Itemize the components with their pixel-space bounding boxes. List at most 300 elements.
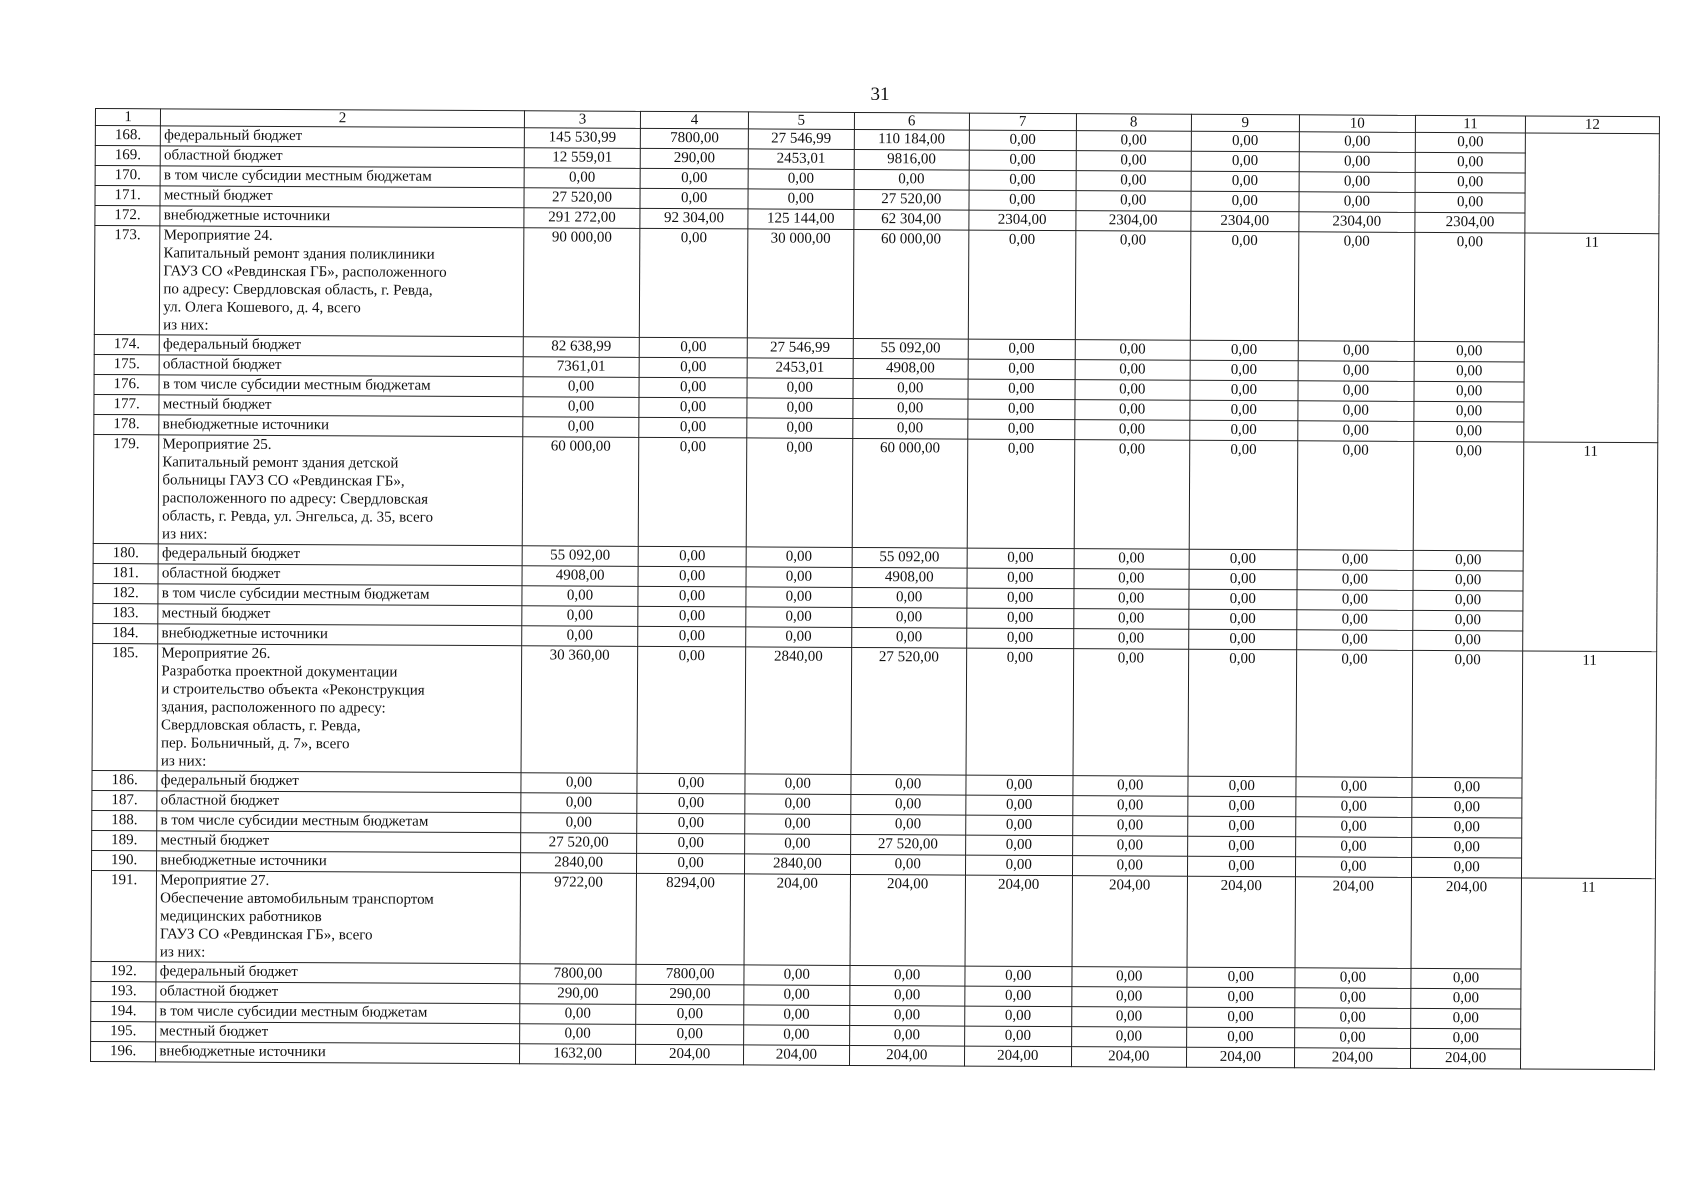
column-12-cell: 11 bbox=[1522, 651, 1657, 879]
value-cell: 0,00 bbox=[968, 419, 1075, 440]
row-number: 185. bbox=[92, 643, 158, 770]
row-number: 189. bbox=[92, 830, 157, 850]
value-cell: 2304,00 bbox=[1075, 211, 1190, 232]
column-header: 10 bbox=[1299, 115, 1416, 133]
value-cell: 0,00 bbox=[1412, 857, 1522, 878]
measure-description bbox=[160, 226, 524, 337]
row-label: областной бюджет bbox=[160, 146, 524, 168]
measure-line: здания, расположенного по адресу: bbox=[161, 699, 386, 717]
row-number: 194. bbox=[91, 1001, 156, 1021]
value-cell: 0,00 bbox=[639, 357, 747, 378]
value-cell: 0,00 bbox=[746, 607, 852, 628]
measure-line: Капитальный ремонт здания детской bbox=[162, 454, 399, 472]
value-cell: 0,00 bbox=[1187, 967, 1295, 988]
row-label: областной бюджет bbox=[157, 791, 521, 813]
column-12-cell bbox=[1525, 133, 1659, 234]
row-label: внебюджетные источники bbox=[159, 415, 523, 437]
row-number: 190. bbox=[92, 850, 157, 870]
row-label: внебюджетные источники bbox=[157, 851, 521, 873]
value-cell: 90 000,00 bbox=[523, 228, 640, 338]
value-cell: 7800,00 bbox=[520, 964, 637, 985]
value-cell: 0,00 bbox=[967, 568, 1074, 589]
value-cell: 0,00 bbox=[1076, 131, 1191, 152]
value-cell: 27 546,99 bbox=[748, 129, 854, 150]
value-cell: 0,00 bbox=[968, 399, 1075, 420]
value-cell: 0,00 bbox=[1297, 421, 1414, 442]
row-number: 184. bbox=[93, 623, 158, 643]
row-number: 172. bbox=[95, 206, 160, 226]
row-label: местный бюджет bbox=[160, 186, 524, 208]
value-cell: 0,00 bbox=[1072, 776, 1187, 797]
value-cell: 0,00 bbox=[1413, 550, 1523, 571]
row-label: в том числе субсидии местным бюджетам bbox=[157, 811, 521, 833]
value-cell: 0,00 bbox=[1412, 817, 1522, 838]
measure-line: Мероприятие 25. bbox=[162, 436, 272, 453]
value-cell: 0,00 bbox=[1190, 360, 1298, 381]
value-cell: 0,00 bbox=[637, 773, 745, 794]
value-cell: 0,00 bbox=[746, 587, 852, 608]
value-cell: 0,00 bbox=[965, 1026, 1072, 1047]
value-cell: 0,00 bbox=[851, 627, 966, 648]
value-cell: 0,00 bbox=[1411, 1028, 1521, 1049]
row-label: в том числе субсидии местным бюджетам bbox=[159, 375, 523, 397]
value-cell: 0,00 bbox=[746, 627, 852, 648]
value-cell: 0,00 bbox=[1071, 967, 1186, 988]
value-cell: 0,00 bbox=[1414, 401, 1524, 422]
column-header: 7 bbox=[969, 113, 1076, 131]
row-number: 191. bbox=[91, 870, 157, 961]
value-cell: 0,00 bbox=[965, 986, 1072, 1007]
value-cell: 0,00 bbox=[748, 169, 854, 190]
value-cell: 0,00 bbox=[636, 1004, 744, 1025]
value-cell: 0,00 bbox=[1188, 836, 1296, 857]
column-header: 11 bbox=[1416, 115, 1526, 133]
value-cell: 0,00 bbox=[1189, 629, 1297, 650]
value-cell: 0,00 bbox=[522, 626, 639, 647]
value-cell: 0,00 bbox=[968, 230, 1075, 340]
value-cell: 110 184,00 bbox=[854, 129, 969, 150]
value-cell: 0,00 bbox=[1414, 381, 1524, 402]
value-cell: 204,00 bbox=[1411, 1048, 1521, 1069]
column-header: 3 bbox=[524, 111, 641, 129]
value-cell: 0,00 bbox=[1190, 420, 1298, 441]
budget-table bbox=[90, 108, 1660, 1070]
value-cell: 30 000,00 bbox=[747, 229, 853, 339]
value-cell: 0,00 bbox=[640, 228, 748, 338]
value-cell: 0,00 bbox=[746, 547, 852, 568]
value-cell: 0,00 bbox=[965, 966, 1072, 987]
value-cell: 0,00 bbox=[850, 794, 965, 815]
value-cell: 145 530,99 bbox=[524, 128, 641, 149]
value-cell: 0,00 bbox=[965, 1006, 1072, 1027]
value-cell: 60 000,00 bbox=[853, 229, 969, 339]
value-cell: 0,00 bbox=[1296, 630, 1413, 651]
value-cell: 0,00 bbox=[1075, 380, 1190, 401]
row-label: областной бюджет bbox=[156, 982, 520, 1004]
value-cell: 0,00 bbox=[1296, 650, 1413, 778]
row-number: 188. bbox=[92, 810, 157, 830]
value-cell: 0,00 bbox=[1414, 341, 1524, 362]
row-number: 196. bbox=[91, 1041, 156, 1061]
value-cell: 2304,00 bbox=[969, 210, 1076, 231]
row-label: внебюджетные источники bbox=[158, 624, 522, 646]
row-number: 182. bbox=[93, 583, 158, 603]
value-cell: 0,00 bbox=[638, 566, 746, 587]
column-12-cell: 11 bbox=[1523, 442, 1658, 652]
value-cell: 0,00 bbox=[637, 853, 745, 874]
measure-line: Разработка проектной документации bbox=[161, 663, 398, 681]
value-cell: 0,00 bbox=[1415, 152, 1525, 173]
value-cell: 0,00 bbox=[1071, 1007, 1186, 1028]
measure-description bbox=[156, 871, 520, 964]
measure-line: из них: bbox=[162, 526, 208, 543]
value-cell: 0,00 bbox=[1075, 231, 1191, 341]
row-number: 176. bbox=[94, 374, 159, 394]
value-cell: 0,00 bbox=[638, 437, 746, 547]
value-cell: 0,00 bbox=[639, 417, 747, 438]
column-header: 4 bbox=[641, 111, 749, 129]
value-cell: 0,00 bbox=[851, 587, 966, 608]
row-number: 170. bbox=[95, 166, 160, 186]
value-cell: 0,00 bbox=[1188, 649, 1296, 777]
measure-line: Капитальный ремонт здания поликлиники bbox=[163, 245, 435, 263]
value-cell: 0,00 bbox=[1076, 171, 1191, 192]
value-cell: 2304,00 bbox=[1191, 211, 1299, 232]
row-number: 193. bbox=[91, 981, 156, 1001]
value-cell: 0,00 bbox=[1411, 1008, 1521, 1029]
value-cell: 0,00 bbox=[968, 339, 1075, 360]
measure-line: Обеспечение автомобильным транспортом bbox=[160, 890, 434, 908]
value-cell: 0,00 bbox=[1074, 549, 1189, 570]
value-cell: 0,00 bbox=[1073, 589, 1188, 610]
value-cell: 0,00 bbox=[1072, 856, 1187, 877]
table-body bbox=[91, 109, 1660, 1070]
value-cell: 0,00 bbox=[1413, 630, 1523, 651]
value-cell: 0,00 bbox=[849, 1025, 964, 1046]
value-cell: 0,00 bbox=[1191, 151, 1299, 172]
value-cell: 0,00 bbox=[1073, 609, 1188, 630]
value-cell: 0,00 bbox=[521, 813, 638, 834]
measure-line: медицинских работников bbox=[160, 908, 322, 926]
value-cell: 204,00 bbox=[850, 874, 966, 966]
value-cell: 0,00 bbox=[1298, 381, 1415, 402]
measure-line: область, г. Ревда, ул. Энгельса, д. 35, всего bbox=[162, 508, 434, 526]
value-cell: 0,00 bbox=[638, 626, 746, 647]
column-12-cell: 11 bbox=[1524, 233, 1659, 443]
value-cell: 92 304,00 bbox=[640, 208, 748, 229]
value-cell: 0,00 bbox=[1188, 816, 1296, 837]
column-header: 5 bbox=[748, 112, 854, 130]
value-cell: 0,00 bbox=[969, 130, 1076, 151]
value-cell: 0,00 bbox=[638, 546, 746, 567]
value-cell: 0,00 bbox=[745, 794, 851, 815]
value-cell: 0,00 bbox=[853, 378, 968, 399]
value-cell: 0,00 bbox=[1415, 132, 1525, 153]
row-label: в том числе субсидии местным бюджетам bbox=[158, 584, 522, 606]
value-cell: 0,00 bbox=[850, 814, 965, 835]
value-cell: 0,00 bbox=[1076, 191, 1191, 212]
measure-description bbox=[159, 435, 523, 546]
measure-row bbox=[94, 226, 1659, 343]
value-cell: 0,00 bbox=[1071, 1027, 1186, 1048]
row-number: 180. bbox=[93, 543, 158, 563]
measure-line: расположенного по адресу: Свердловская bbox=[162, 490, 429, 508]
row-label: местный бюджет bbox=[158, 604, 522, 626]
value-cell: 290,00 bbox=[636, 984, 744, 1005]
value-cell: 204,00 bbox=[636, 1044, 744, 1065]
measure-row bbox=[93, 434, 1658, 551]
value-cell: 0,00 bbox=[748, 189, 854, 210]
value-cell: 0,00 bbox=[637, 646, 745, 774]
measure-line: ул. Олега Кошевого, д. 4, всего bbox=[163, 299, 361, 317]
value-cell: 2840,00 bbox=[744, 854, 850, 875]
column-header: 9 bbox=[1191, 114, 1299, 132]
row-number: 186. bbox=[92, 770, 157, 790]
value-cell: 0,00 bbox=[1074, 569, 1189, 590]
value-cell: 204,00 bbox=[1071, 1047, 1186, 1068]
measure-line: ГАУЗ СО «Ревдинская ГБ», расположенного bbox=[163, 263, 447, 281]
value-cell: 0,00 bbox=[1191, 171, 1299, 192]
value-cell: 0,00 bbox=[1074, 400, 1189, 421]
row-number: 178. bbox=[94, 414, 159, 434]
value-cell: 4908,00 bbox=[522, 566, 639, 587]
value-cell: 0,00 bbox=[1187, 987, 1295, 1008]
value-cell: 0,00 bbox=[1414, 232, 1524, 342]
value-cell: 0,00 bbox=[849, 1005, 964, 1026]
value-cell: 0,00 bbox=[969, 170, 1076, 191]
value-cell: 27 546,99 bbox=[747, 338, 853, 359]
value-cell: 0,00 bbox=[524, 168, 641, 189]
value-cell: 0,00 bbox=[637, 833, 745, 854]
value-cell: 0,00 bbox=[1191, 191, 1299, 212]
value-cell: 291 272,00 bbox=[524, 208, 641, 229]
value-cell: 0,00 bbox=[1073, 649, 1189, 777]
row-label: федеральный бюджет bbox=[158, 544, 522, 566]
value-cell: 4908,00 bbox=[853, 358, 968, 379]
value-cell: 204,00 bbox=[965, 875, 1072, 967]
value-cell: 30 360,00 bbox=[521, 646, 638, 774]
value-cell: 2840,00 bbox=[520, 853, 637, 874]
row-label: федеральный бюджет bbox=[160, 335, 524, 357]
value-cell: 0,00 bbox=[1297, 441, 1414, 551]
value-cell: 0,00 bbox=[1415, 192, 1525, 213]
row-number: 183. bbox=[93, 603, 158, 623]
value-cell: 0,00 bbox=[965, 855, 1072, 876]
measure-line: из них: bbox=[159, 944, 206, 961]
value-cell: 0,00 bbox=[1295, 797, 1412, 818]
value-cell: 0,00 bbox=[968, 359, 1075, 380]
value-cell: 0,00 bbox=[1297, 590, 1414, 611]
value-cell: 0,00 bbox=[523, 417, 640, 438]
value-cell: 204,00 bbox=[1186, 1047, 1294, 1068]
measure-line: и строительство объекта «Реконструкция bbox=[161, 681, 425, 699]
value-cell: 0,00 bbox=[850, 774, 965, 795]
value-cell: 7361,01 bbox=[523, 357, 640, 378]
column-header: 2 bbox=[161, 109, 525, 128]
value-cell: 0,00 bbox=[1414, 421, 1524, 442]
value-cell: 0,00 bbox=[1412, 837, 1522, 858]
measure-row bbox=[92, 643, 1657, 778]
row-number: 171. bbox=[95, 186, 160, 206]
value-cell: 27 520,00 bbox=[520, 833, 637, 854]
row-number: 168. bbox=[95, 126, 160, 146]
value-cell: 0,00 bbox=[745, 834, 851, 855]
value-cell: 62 304,00 bbox=[853, 209, 968, 230]
row-number: 192. bbox=[91, 961, 156, 981]
measure-line: из них: bbox=[163, 317, 209, 334]
value-cell: 9722,00 bbox=[520, 873, 637, 965]
row-label: местный бюджет bbox=[159, 395, 523, 417]
value-cell: 0,00 bbox=[852, 398, 967, 419]
value-cell: 0,00 bbox=[1298, 341, 1415, 362]
value-cell: 204,00 bbox=[964, 1046, 1071, 1067]
row-number: 179. bbox=[93, 434, 159, 543]
row-label: областной бюджет bbox=[158, 564, 522, 586]
value-cell: 0,00 bbox=[1074, 420, 1189, 441]
value-cell: 0,00 bbox=[1294, 1008, 1411, 1029]
value-cell: 1632,00 bbox=[519, 1044, 636, 1065]
value-cell: 2840,00 bbox=[745, 647, 851, 775]
row-number: 169. bbox=[95, 146, 160, 166]
row-label: федеральный бюджет bbox=[161, 126, 525, 148]
value-cell: 0,00 bbox=[1190, 340, 1298, 361]
value-cell: 0,00 bbox=[521, 773, 638, 794]
measure-line: Свердловская область, г. Ревда, bbox=[161, 717, 361, 735]
value-cell: 0,00 bbox=[1190, 400, 1298, 421]
value-cell: 0,00 bbox=[1187, 1027, 1295, 1048]
value-cell: 0,00 bbox=[854, 169, 969, 190]
value-cell: 7800,00 bbox=[636, 964, 744, 985]
column-header: 6 bbox=[854, 112, 969, 130]
value-cell: 0,00 bbox=[1076, 151, 1191, 172]
value-cell: 0,00 bbox=[1299, 152, 1416, 173]
value-cell: 0,00 bbox=[640, 168, 748, 189]
value-cell: 0,00 bbox=[849, 985, 964, 1006]
value-cell: 0,00 bbox=[1189, 569, 1297, 590]
value-cell: 204,00 bbox=[849, 1045, 964, 1066]
value-cell: 0,00 bbox=[1189, 549, 1297, 570]
value-cell: 0,00 bbox=[1188, 796, 1296, 817]
value-cell: 204,00 bbox=[1411, 877, 1521, 969]
value-cell: 0,00 bbox=[1297, 550, 1414, 571]
value-cell: 55 092,00 bbox=[853, 338, 968, 359]
value-cell: 27 520,00 bbox=[524, 188, 641, 209]
column-header: 8 bbox=[1076, 114, 1191, 132]
value-cell: 0,00 bbox=[1295, 857, 1412, 878]
value-cell: 0,00 bbox=[637, 793, 745, 814]
value-cell: 0,00 bbox=[1190, 231, 1298, 341]
value-cell: 0,00 bbox=[966, 795, 1073, 816]
value-cell: 60 000,00 bbox=[852, 438, 968, 548]
value-cell: 0,00 bbox=[744, 1005, 850, 1026]
value-cell: 0,00 bbox=[639, 377, 747, 398]
value-cell: 0,00 bbox=[523, 397, 640, 418]
value-cell: 0,00 bbox=[967, 588, 1074, 609]
value-cell: 204,00 bbox=[1072, 876, 1188, 968]
measure-line: больницы ГАУЗ СО «Ревдинская ГБ», bbox=[162, 472, 405, 490]
page-number: 31 bbox=[870, 84, 890, 105]
value-cell: 0,00 bbox=[747, 378, 853, 399]
value-cell: 0,00 bbox=[1296, 777, 1413, 798]
value-cell: 0,00 bbox=[1295, 968, 1412, 989]
value-cell: 0,00 bbox=[1299, 192, 1416, 213]
value-cell: 0,00 bbox=[849, 965, 964, 986]
value-cell: 204,00 bbox=[743, 1045, 849, 1066]
value-cell: 0,00 bbox=[519, 1024, 636, 1045]
value-cell: 0,00 bbox=[850, 854, 965, 875]
value-cell: 0,00 bbox=[967, 439, 1074, 549]
value-cell: 204,00 bbox=[1294, 1048, 1411, 1069]
value-cell: 0,00 bbox=[966, 648, 1073, 776]
measure-line: Мероприятие 27. bbox=[160, 872, 270, 889]
value-cell: 0,00 bbox=[640, 188, 748, 209]
row-number: 173. bbox=[94, 226, 160, 335]
row-number: 187. bbox=[92, 790, 157, 810]
value-cell: 0,00 bbox=[747, 398, 853, 419]
value-cell: 0,00 bbox=[1188, 776, 1296, 797]
value-cell: 0,00 bbox=[1415, 172, 1525, 193]
row-label: в том числе субсидии местным бюджетам bbox=[160, 166, 524, 188]
column-header: 12 bbox=[1525, 116, 1659, 134]
value-cell: 125 144,00 bbox=[748, 209, 854, 230]
value-cell: 0,00 bbox=[1294, 1028, 1411, 1049]
value-cell: 0,00 bbox=[966, 775, 1073, 796]
row-number: 177. bbox=[94, 394, 159, 414]
value-cell: 0,00 bbox=[520, 1004, 637, 1025]
value-cell: 0,00 bbox=[521, 793, 638, 814]
value-cell: 2304,00 bbox=[1299, 212, 1416, 233]
value-cell: 0,00 bbox=[1075, 340, 1190, 361]
row-label: областной бюджет bbox=[159, 355, 523, 377]
value-cell: 0,00 bbox=[1414, 361, 1524, 382]
value-cell: 55 092,00 bbox=[852, 547, 967, 568]
value-cell: 0,00 bbox=[745, 814, 851, 835]
value-cell: 204,00 bbox=[1187, 876, 1295, 968]
value-cell: 0,00 bbox=[1413, 590, 1523, 611]
value-cell: 7800,00 bbox=[641, 128, 749, 149]
value-cell: 0,00 bbox=[966, 815, 1073, 836]
value-cell: 12 559,01 bbox=[524, 148, 641, 169]
value-cell: 0,00 bbox=[1072, 816, 1187, 837]
value-cell: 0,00 bbox=[1187, 1007, 1295, 1028]
measure-line: из них: bbox=[160, 753, 207, 770]
value-cell: 0,00 bbox=[1298, 401, 1415, 422]
value-cell: 0,00 bbox=[1413, 441, 1523, 551]
value-cell: 0,00 bbox=[1072, 836, 1187, 857]
value-cell: 0,00 bbox=[744, 965, 850, 986]
row-number: 195. bbox=[91, 1021, 156, 1041]
measure-row bbox=[91, 870, 1655, 969]
row-number: 174. bbox=[94, 334, 159, 354]
measure-line: ГАУЗ СО «Ревдинская ГБ», всего bbox=[159, 926, 373, 944]
value-cell: 0,00 bbox=[966, 835, 1073, 856]
value-cell: 0,00 bbox=[1299, 132, 1416, 153]
value-cell: 82 638,99 bbox=[523, 337, 640, 358]
row-label: федеральный бюджет bbox=[157, 771, 521, 793]
row-label: внебюджетные источники bbox=[160, 206, 524, 228]
value-cell: 0,00 bbox=[1190, 380, 1298, 401]
value-cell: 290,00 bbox=[640, 148, 748, 169]
row-number: 181. bbox=[93, 563, 158, 583]
value-cell: 0,00 bbox=[1412, 650, 1523, 778]
value-cell: 0,00 bbox=[638, 606, 746, 627]
row-number: 175. bbox=[94, 354, 159, 374]
value-cell: 0,00 bbox=[1187, 856, 1295, 877]
value-cell: 0,00 bbox=[851, 607, 966, 628]
value-cell: 0,00 bbox=[967, 608, 1074, 629]
value-cell: 27 520,00 bbox=[851, 647, 967, 775]
value-cell: 0,00 bbox=[1075, 360, 1190, 381]
